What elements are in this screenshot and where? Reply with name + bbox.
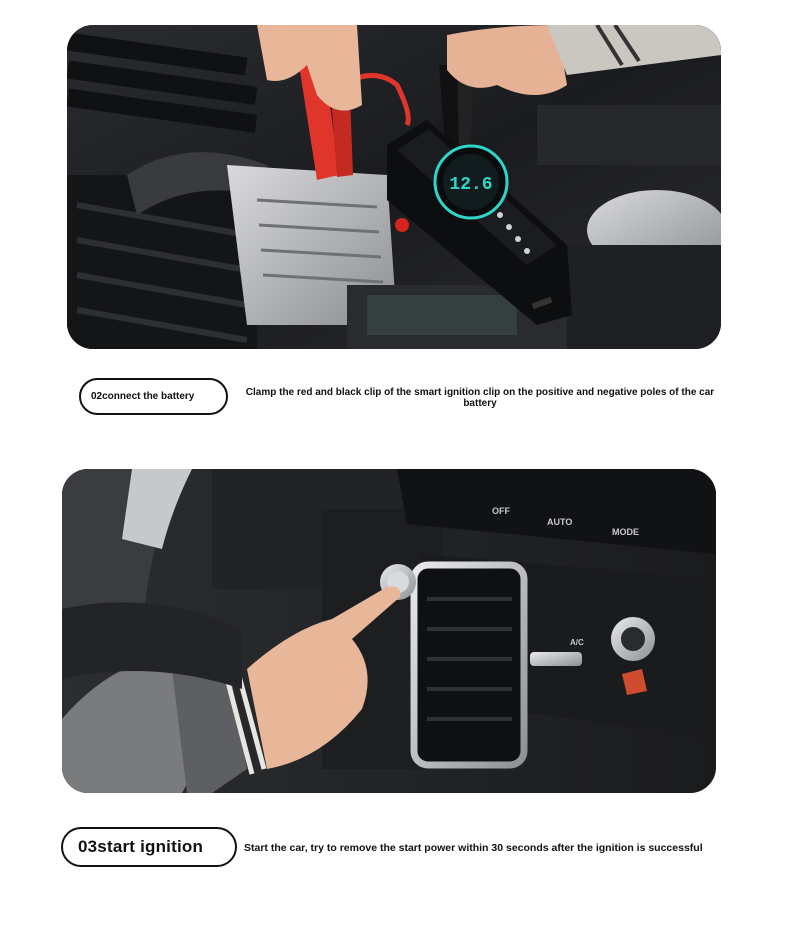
step-02-label: 02connect the battery xyxy=(91,391,195,402)
step-02-description: Clamp the red and black clip of the smart ignition clip on the positive and negative poles of the car battery xyxy=(245,387,715,409)
step-03-label: 03start ignition xyxy=(78,837,204,856)
device-display-reading: 12.6 xyxy=(449,175,493,195)
step-03-description: Start the car, try to remove the start power within 30 seconds after the ignition is successful xyxy=(244,842,703,854)
dash-label-off: OFF xyxy=(492,506,510,516)
dash-label-mode: MODE xyxy=(612,527,639,537)
engine-bay-photo xyxy=(67,25,721,349)
dash-label-auto: AUTO xyxy=(547,517,573,527)
car-interior-photo xyxy=(62,469,716,793)
dash-label-ac: A/C xyxy=(570,638,584,647)
step-02-label-pill xyxy=(79,378,228,415)
step-03-label-pill xyxy=(61,827,237,867)
